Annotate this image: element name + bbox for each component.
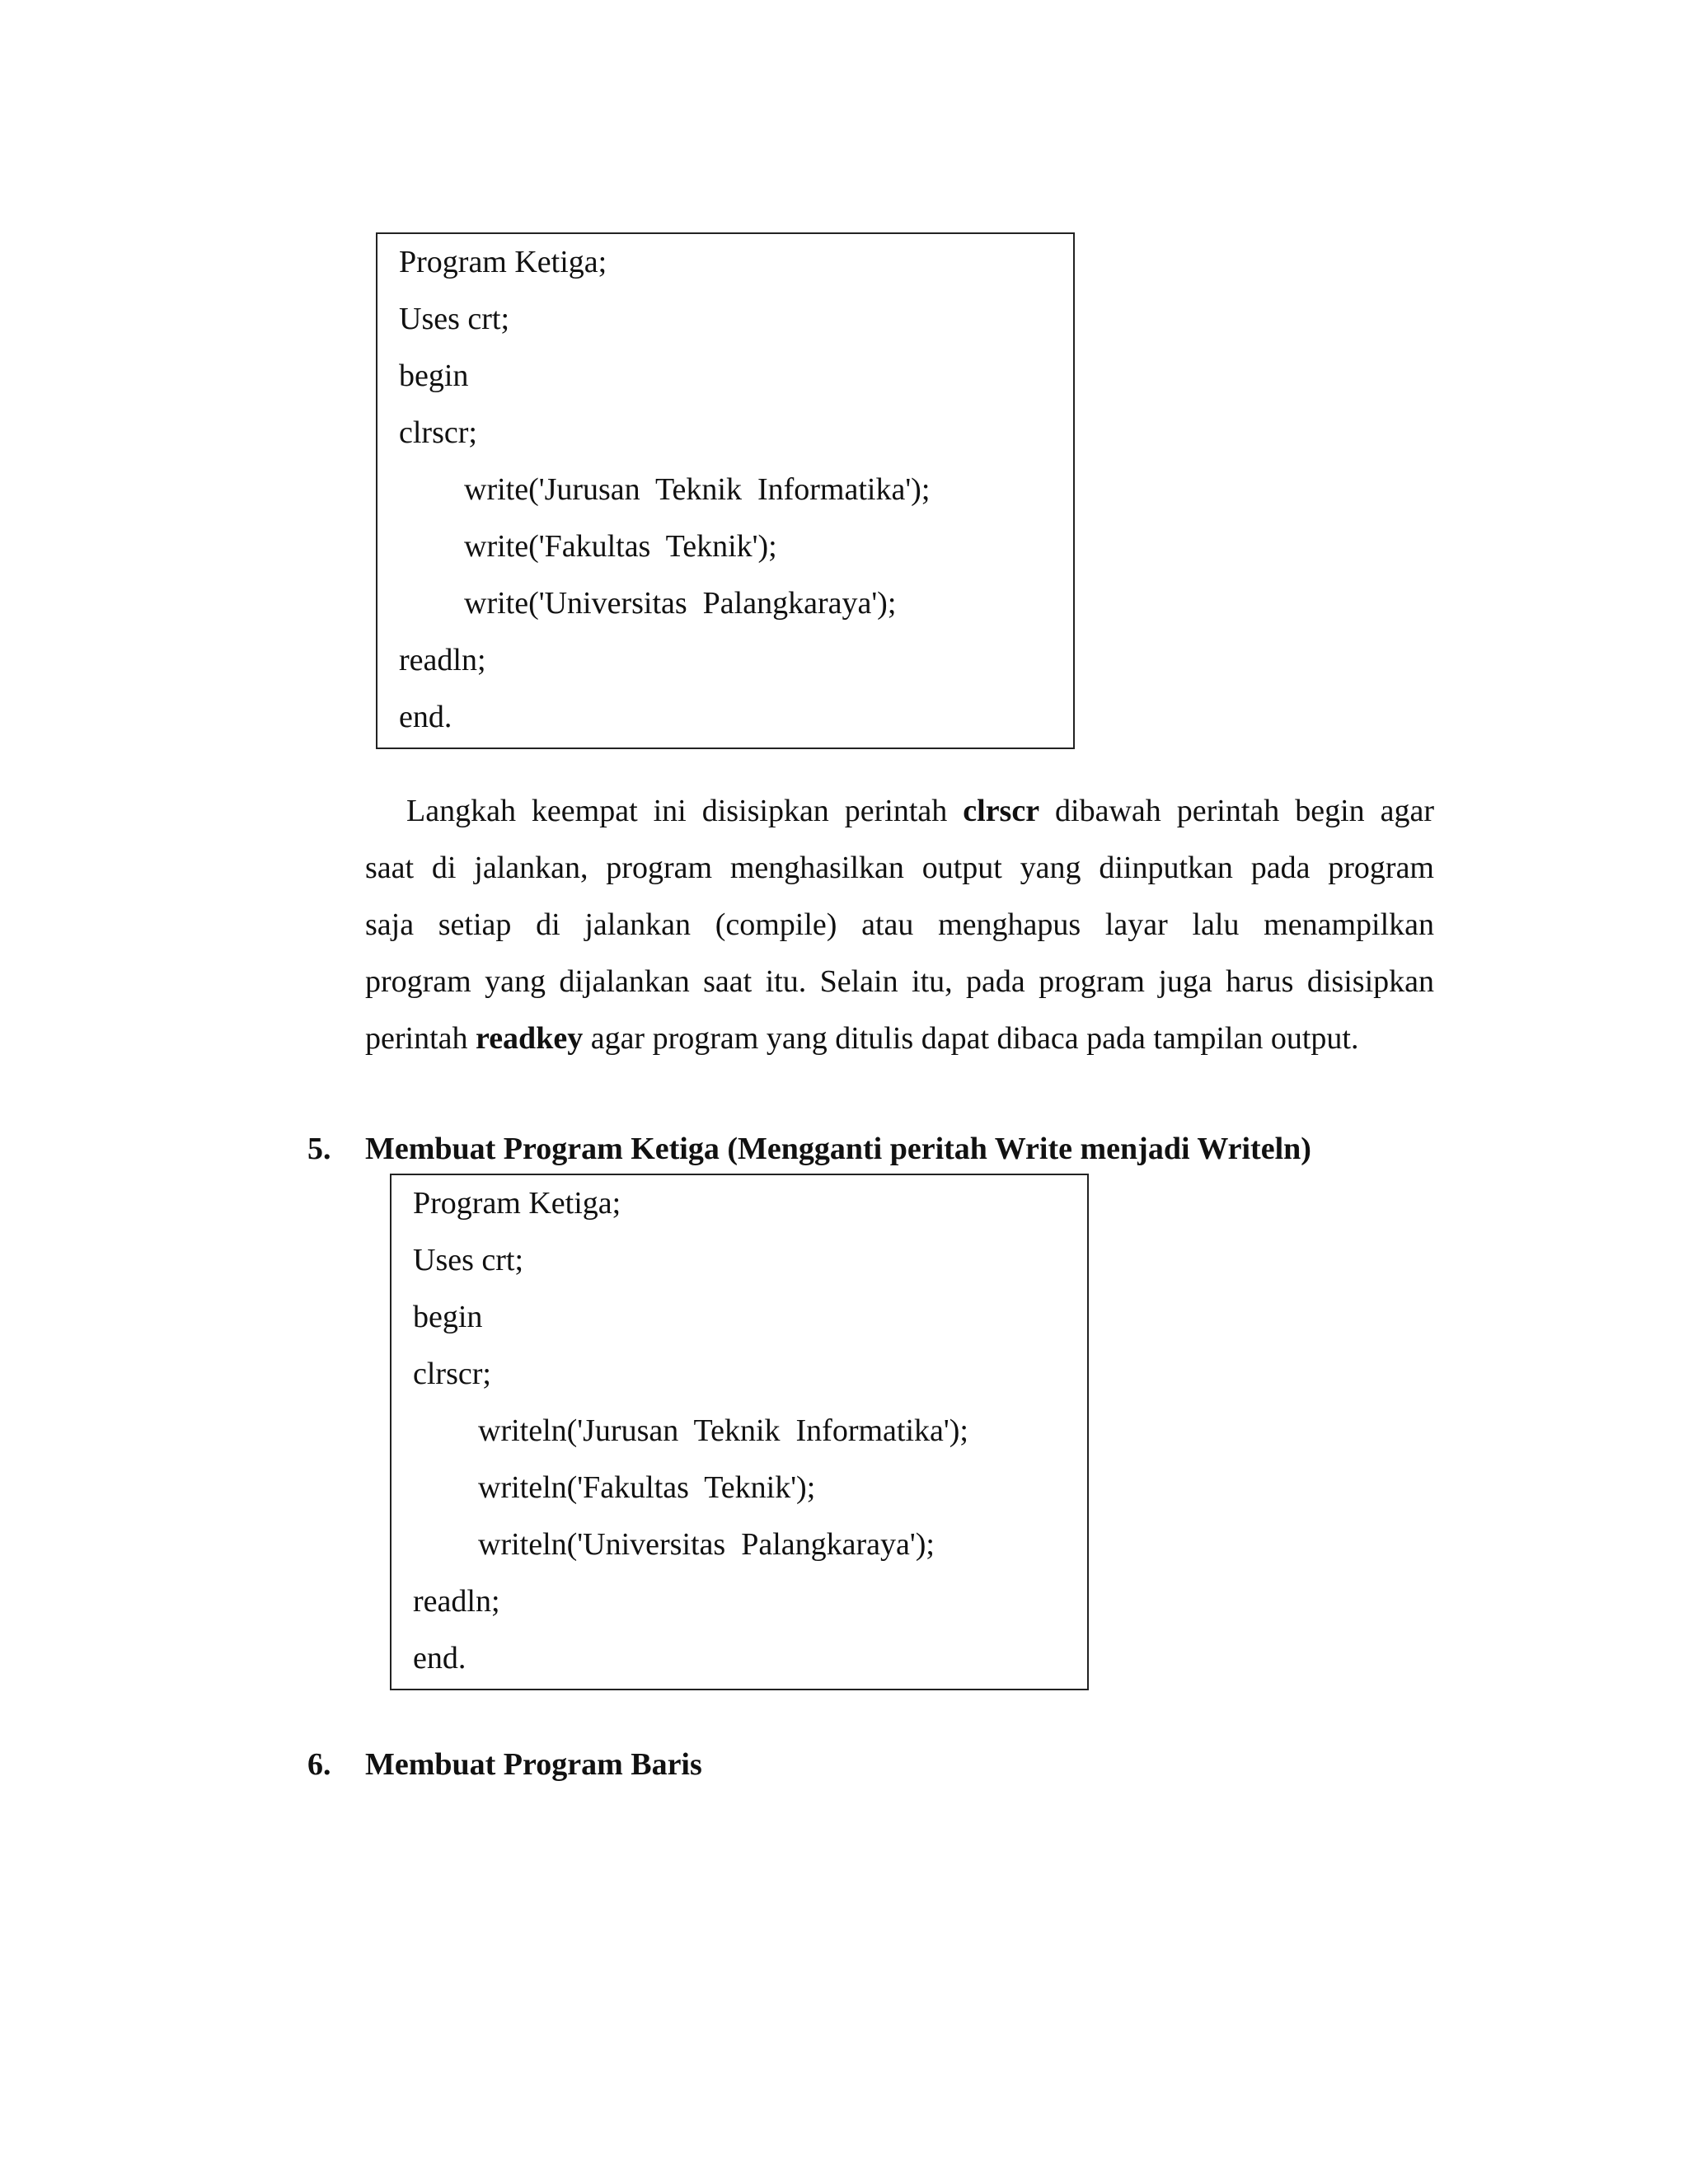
code-line: begin (413, 1300, 483, 1334)
paragraph-line: saja setiap di jalankan (compile) atau menghapus layar lalu menampilkan (365, 907, 1434, 942)
section-title: Membuat Program Baris (365, 1747, 702, 1782)
paragraph-line: saat di jalankan, program menghasilkan output yang diinputkan pada program (365, 851, 1434, 885)
code-block-1 (376, 232, 1075, 749)
code-line: writeln('Universitas Palangkaraya'); (478, 1527, 935, 1562)
code-line: Program Ketiga; (399, 245, 607, 279)
code-line: Uses crt; (399, 302, 510, 336)
code-line: clrscr; (413, 1357, 491, 1391)
paragraph-text: perintah (365, 1021, 476, 1056)
keyword-readkey: readkey (476, 1021, 584, 1056)
paragraph-text: dibawah perintah begin agar (1039, 794, 1435, 828)
code-line: end. (413, 1641, 467, 1675)
keyword-clrscr: clrscr (963, 794, 1040, 828)
code-line: readln; (413, 1584, 500, 1619)
code-line: begin (399, 359, 469, 393)
code-line: write('Fakultas Teknik'); (464, 529, 777, 564)
code-block-2 (390, 1174, 1089, 1690)
code-line: Uses crt; (413, 1243, 524, 1277)
section-number: 6. (307, 1747, 331, 1782)
paragraph-line (365, 1019, 1434, 1058)
section-title: Membuat Program Ketiga (Mengganti peritah Write menjadi Writeln) (365, 1132, 1311, 1166)
section-number: 5. (307, 1132, 331, 1166)
code-line: readln; (399, 643, 486, 677)
code-line: end. (399, 700, 452, 734)
code-line: writeln('Fakultas Teknik'); (478, 1470, 816, 1505)
code-line: Program Ketiga; (413, 1186, 621, 1221)
code-line: write('Jurusan Teknik Informatika'); (464, 472, 931, 507)
paragraph-text: agar program yang ditulis dapat dibaca pada tampilan output. (583, 1021, 1359, 1056)
code-line: write('Universitas Palangkaraya'); (464, 586, 897, 621)
paragraph-line (406, 791, 1434, 831)
paragraph-line: program yang dijalankan saat itu. Selain itu, pada program juga harus disisipkan (365, 964, 1434, 999)
code-line: writeln('Jurusan Teknik Informatika'); (478, 1413, 968, 1448)
code-line: clrscr; (399, 415, 477, 450)
paragraph-text: Langkah keempat ini disisipkan perintah (406, 794, 964, 828)
